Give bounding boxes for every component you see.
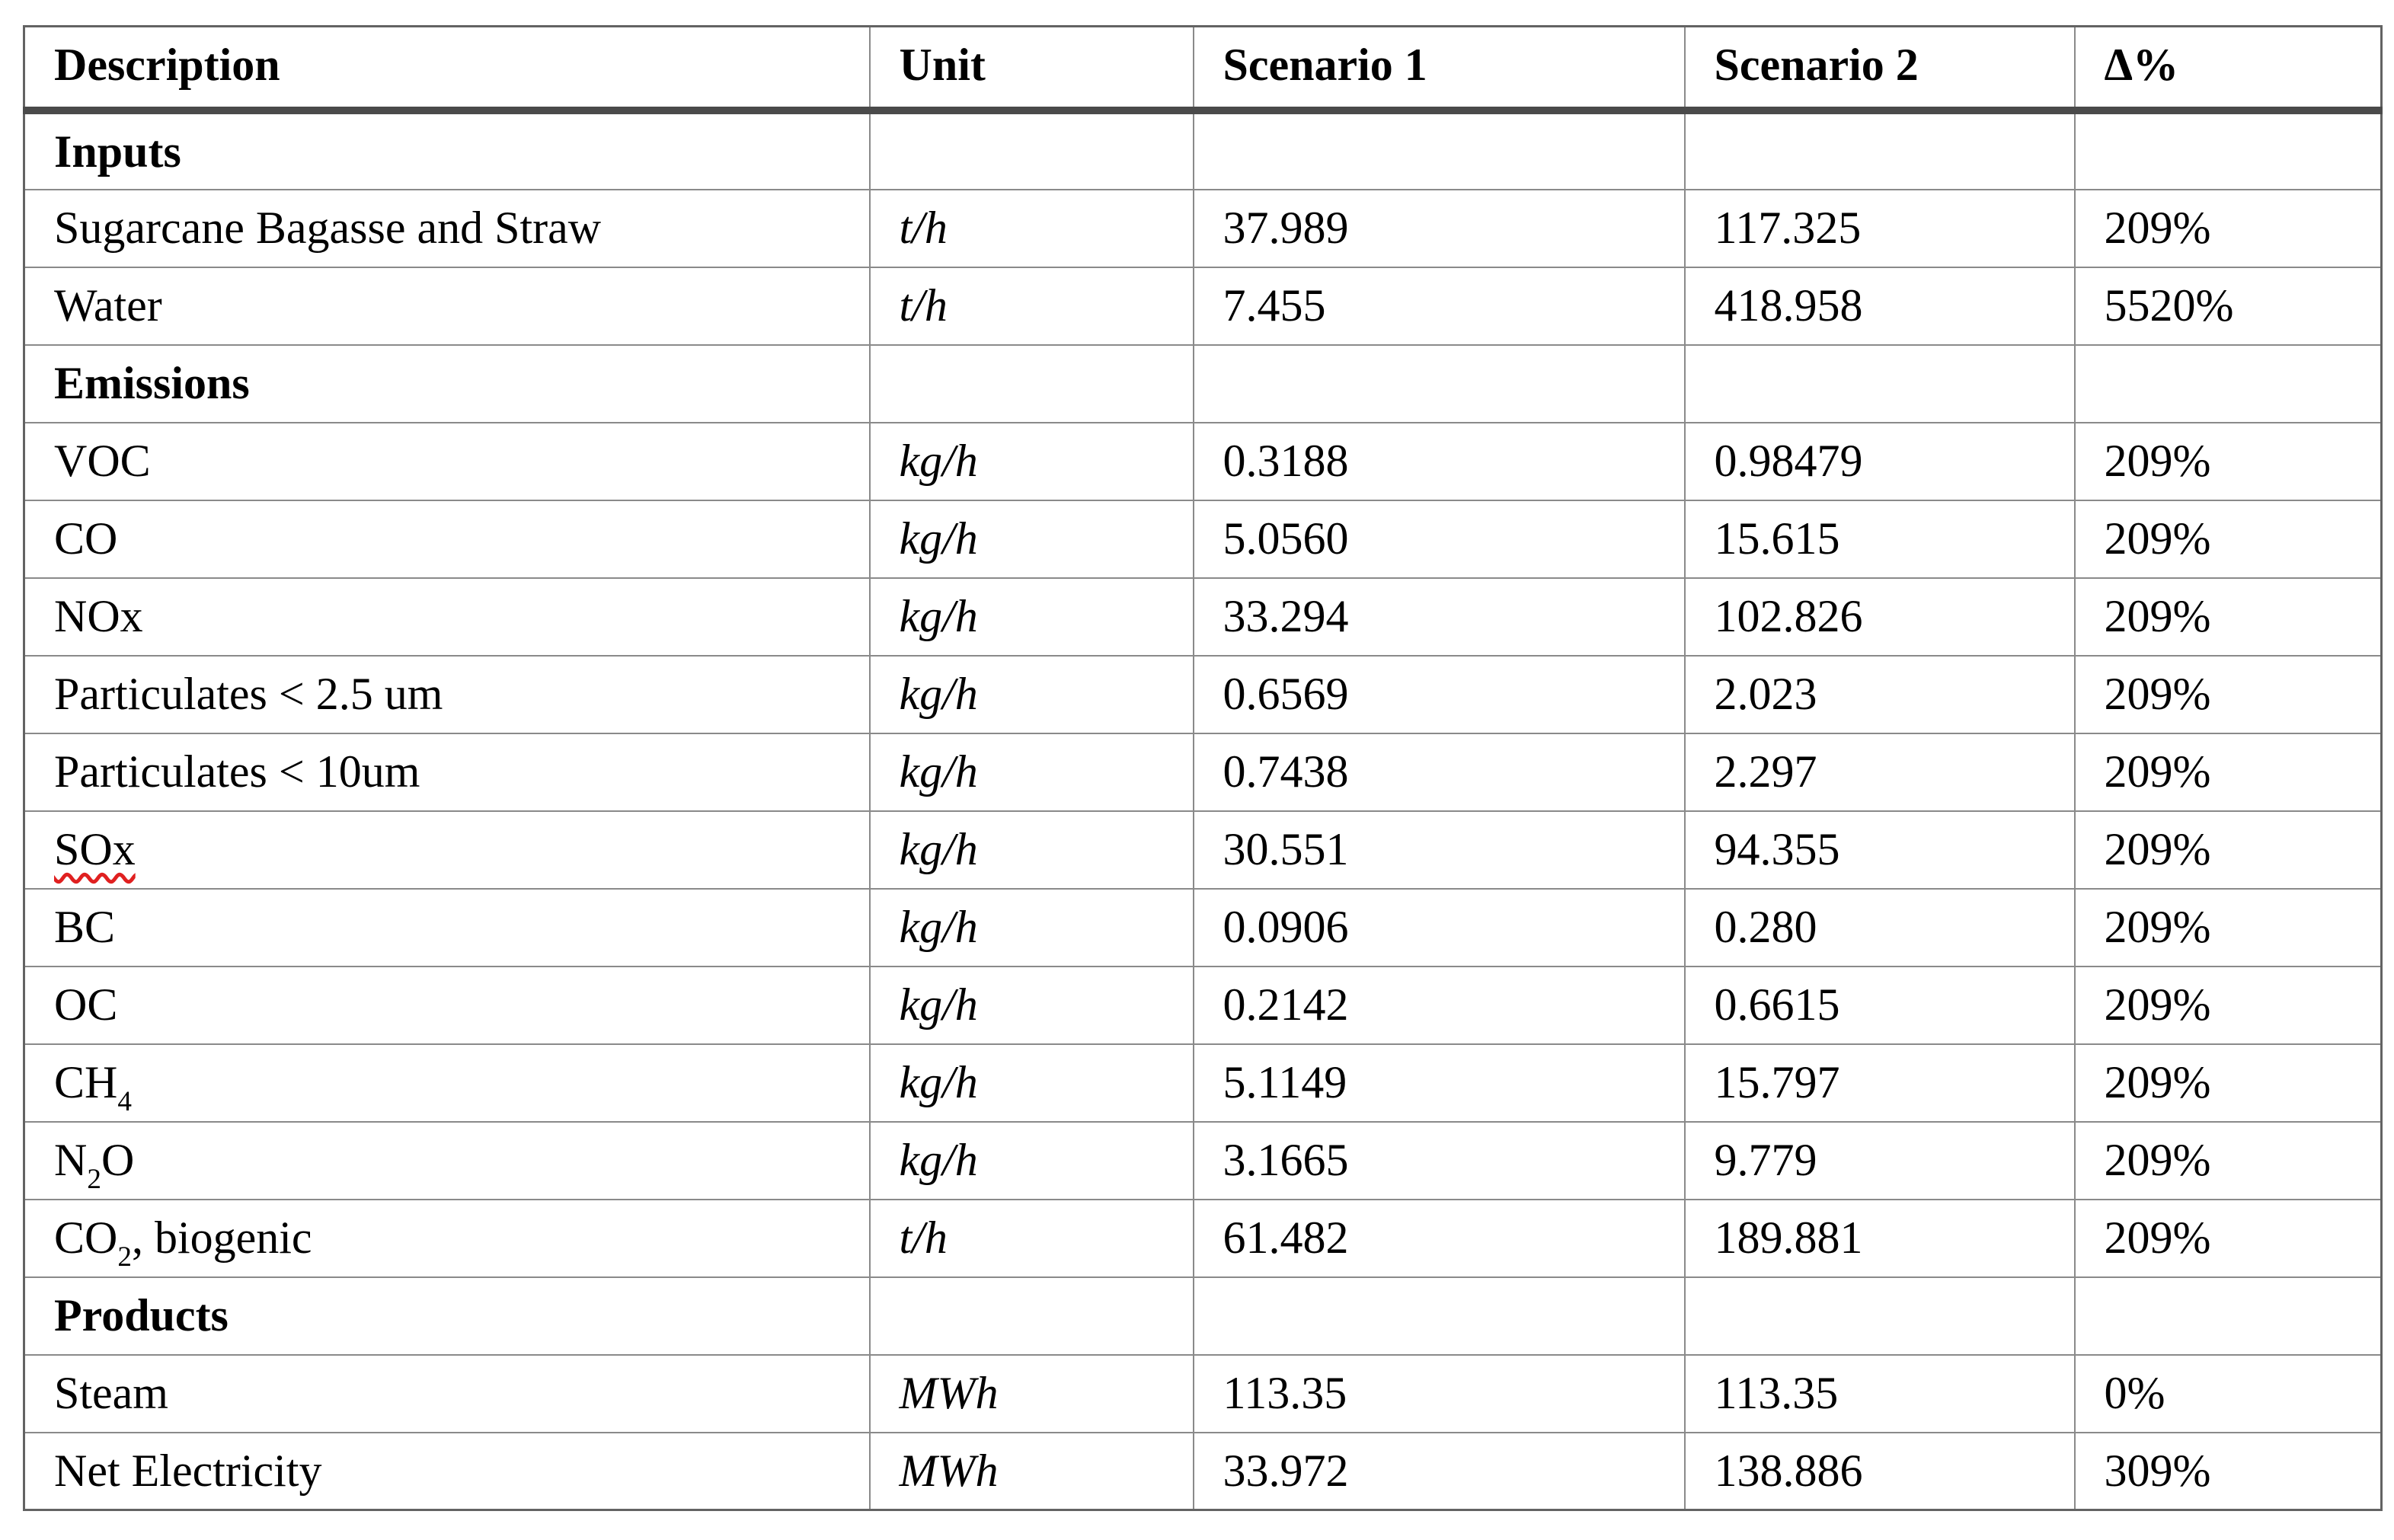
description-text: Water [54, 280, 162, 331]
cell-delta: 209% [2075, 656, 2382, 733]
table-row [24, 733, 2382, 811]
column-header-description: Description [24, 27, 870, 110]
cell-delta: 209% [2075, 733, 2382, 811]
cell-unit: kg/h [870, 500, 1194, 578]
table-row [24, 267, 2382, 345]
cell-unit: kg/h [870, 423, 1194, 500]
cell-delta: 209% [2075, 190, 2382, 267]
cell-description [24, 423, 870, 500]
cell-description [24, 966, 870, 1044]
cell-scenario1: 113.35 [1194, 1355, 1685, 1433]
cell-description [24, 889, 870, 966]
cell-description [24, 500, 870, 578]
table-row [24, 578, 2382, 656]
cell-delta: 209% [2075, 500, 2382, 578]
cell-delta [2075, 345, 2382, 423]
table-row [24, 889, 2382, 966]
cell-delta: 209% [2075, 811, 2382, 889]
cell-delta: 209% [2075, 578, 2382, 656]
table-row [24, 1044, 2382, 1122]
cell-scenario2: 189.881 [1685, 1200, 2075, 1277]
description-text: CO [54, 513, 118, 564]
cell-description [24, 1355, 870, 1433]
section-row [24, 1277, 2382, 1355]
cell-scenario2 [1685, 345, 2075, 423]
cell-unit: kg/h [870, 889, 1194, 966]
cell-unit [870, 110, 1194, 190]
cell-delta: 5520% [2075, 267, 2382, 345]
table-body [24, 110, 2382, 1510]
table-row [24, 190, 2382, 267]
description-text: BC [54, 901, 116, 952]
cell-description [24, 1200, 870, 1277]
cell-scenario2: 0.98479 [1685, 423, 2075, 500]
section-row [24, 110, 2382, 190]
cell-scenario2: 113.35 [1685, 1355, 2075, 1433]
cell-unit [870, 1277, 1194, 1355]
cell-delta: 209% [2075, 966, 2382, 1044]
column-header-scenario2: Scenario 2 [1685, 27, 2075, 110]
cell-scenario2: 418.958 [1685, 267, 2075, 345]
cell-scenario1: 0.3188 [1194, 423, 1685, 500]
cell-delta [2075, 1277, 2382, 1355]
cell-delta: 209% [2075, 1044, 2382, 1122]
cell-unit: kg/h [870, 811, 1194, 889]
cell-unit: MWh [870, 1355, 1194, 1433]
cell-unit: MWh [870, 1433, 1194, 1510]
cell-scenario2: 2.023 [1685, 656, 2075, 733]
description-text: VOC [54, 435, 151, 486]
description-text: Inputs [54, 126, 181, 177]
cell-scenario2: 94.355 [1685, 811, 2075, 889]
cell-unit: kg/h [870, 578, 1194, 656]
cell-description [24, 190, 870, 267]
cell-delta: 209% [2075, 1200, 2382, 1277]
cell-scenario1: 5.0560 [1194, 500, 1685, 578]
description-text: NOx [54, 590, 143, 641]
description-text: Steam [54, 1367, 168, 1418]
cell-scenario2: 138.886 [1685, 1433, 2075, 1510]
description-text: $CO_2$, biogenic [54, 1212, 312, 1273]
description-text: $N_2O$ [54, 1134, 135, 1195]
cell-scenario2: 0.280 [1685, 889, 2075, 966]
section-row [24, 345, 2382, 423]
table-row [24, 500, 2382, 578]
cell-scenario2: 15.797 [1685, 1044, 2075, 1122]
description-text: Particulates < 2.5 um [54, 668, 443, 719]
cell-delta: 209% [2075, 423, 2382, 500]
cell-scenario2: 117.325 [1685, 190, 2075, 267]
cell-scenario1: 30.551 [1194, 811, 1685, 889]
cell-scenario1 [1194, 110, 1685, 190]
cell-scenario1: 7.455 [1194, 267, 1685, 345]
cell-unit: kg/h [870, 1044, 1194, 1122]
cell-description [24, 1433, 870, 1510]
table-row [24, 966, 2382, 1044]
column-header-scenario1: Scenario 1 [1194, 27, 1685, 110]
cell-scenario1: 33.294 [1194, 578, 1685, 656]
cell-description [24, 1122, 870, 1200]
cell-unit: kg/h [870, 656, 1194, 733]
cell-scenario2: 15.615 [1685, 500, 2075, 578]
table-row [24, 1200, 2382, 1277]
cell-scenario2 [1685, 110, 2075, 190]
cell-description [24, 267, 870, 345]
section-label-cell [24, 110, 870, 190]
cell-scenario1: 5.1149 [1194, 1044, 1685, 1122]
cell-description [24, 656, 870, 733]
cell-scenario1 [1194, 1277, 1685, 1355]
description-text: Emissions [54, 357, 250, 408]
description-text: Net Electricity [54, 1445, 322, 1496]
cell-delta: 309% [2075, 1433, 2382, 1510]
cell-scenario2: 0.6615 [1685, 966, 2075, 1044]
table-row [24, 811, 2382, 889]
description-text: OC [54, 979, 118, 1030]
cell-scenario2: 102.826 [1685, 578, 2075, 656]
cell-unit: kg/h [870, 733, 1194, 811]
cell-scenario1: 0.2142 [1194, 966, 1685, 1044]
cell-scenario1: 3.1665 [1194, 1122, 1685, 1200]
cell-scenario2: 9.779 [1685, 1122, 2075, 1200]
cell-scenario1: 61.482 [1194, 1200, 1685, 1277]
table-row [24, 423, 2382, 500]
cell-scenario1 [1194, 345, 1685, 423]
description-text: $CH_4$ [54, 1056, 132, 1117]
cell-unit: t/h [870, 190, 1194, 267]
table-row [24, 1122, 2382, 1200]
cell-scenario2 [1685, 1277, 2075, 1355]
table-row [24, 1433, 2382, 1510]
cell-description [24, 811, 870, 889]
column-header-delta: Δ% [2075, 27, 2382, 110]
cell-delta [2075, 110, 2382, 190]
cell-description [24, 1044, 870, 1122]
scenario-comparison-table [23, 25, 2383, 1511]
cell-unit: t/h [870, 267, 1194, 345]
cell-description [24, 733, 870, 811]
description-text: SOx [54, 823, 136, 874]
section-label-cell [24, 1277, 870, 1355]
description-text: Products [54, 1289, 229, 1340]
cell-unit: kg/h [870, 1122, 1194, 1200]
cell-unit: t/h [870, 1200, 1194, 1277]
table-row [24, 656, 2382, 733]
cell-scenario2: 2.297 [1685, 733, 2075, 811]
cell-delta: 209% [2075, 889, 2382, 966]
cell-scenario1: 0.0906 [1194, 889, 1685, 966]
description-text: Sugarcane Bagasse and Straw [54, 202, 602, 253]
cell-scenario1: 0.6569 [1194, 656, 1685, 733]
section-label-cell [24, 345, 870, 423]
column-header-unit: Unit [870, 27, 1194, 110]
cell-unit [870, 345, 1194, 423]
description-text: Particulates < 10um [54, 746, 420, 797]
cell-delta: 0% [2075, 1355, 2382, 1433]
cell-scenario1: 37.989 [1194, 190, 1685, 267]
cell-delta: 209% [2075, 1122, 2382, 1200]
table-row [24, 1355, 2382, 1433]
cell-description [24, 578, 870, 656]
cell-scenario1: 0.7438 [1194, 733, 1685, 811]
cell-scenario1: 33.972 [1194, 1433, 1685, 1510]
cell-unit: kg/h [870, 966, 1194, 1044]
header-row [24, 27, 2382, 110]
